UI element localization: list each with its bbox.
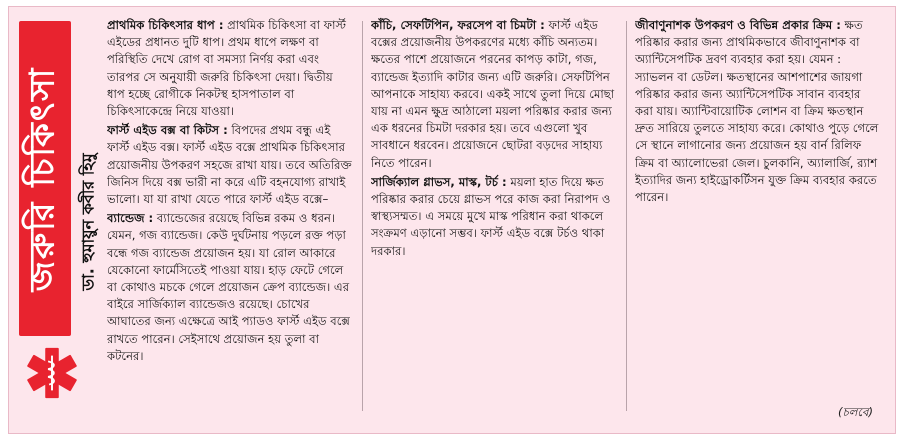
section-heading: ব্যান্ডেজ : xyxy=(107,211,154,226)
column-divider xyxy=(626,21,627,411)
column-1 xyxy=(107,17,353,415)
section-antiseptic-creams xyxy=(635,17,881,206)
article-panel xyxy=(8,6,896,434)
article-columns xyxy=(107,17,887,417)
column-divider xyxy=(362,21,363,411)
section-body: প্রাথমিক চিকিৎসা বা ফার্স্ট এইডের প্রধানত দুটি ধাপ। প্রথম ধাপে লক্ষণ বা পরিস্থিতি দেখে রোগ বা সমস্যা নির্ণয় করা এবং তারপর সে অনুযায়ী জরুরি চিকিৎসা দেয়া। দ্বিতীয় ধাপ হচ্ছে রোগীকে নিকটস্থ হাসপাতাল বা চিকিৎসাকেন্দ্রে নিয়ে যাওয়া। xyxy=(107,18,346,119)
continued-note: (চলবে) xyxy=(837,405,873,419)
section-body: ফার্স্ট এইড বক্সের প্রয়োজনীয় উপকরণের মধ্যে কাঁচি অন্যতম। ক্ষতের পাশে প্রয়োজনে পরনের কাপড় কাটা, গজ, ব্যান্ডেজ ইত্যাদি কাটার জন্য এটি জরুরি। সেফটিপিন আপনাকে সাহায্য করবে। একই সাথে তুলা দিয়ে মোছা যায় না এমন ক্ষুদ্র আঠালো ময়লা পরিষ্কার করার জন্য এক ধরনের চিমটা দরকার হয়। তবে এগুলো খুব সাবধানে ধরবেন। প্রয়োজনে ছোটরা বড়দের সাহায্য নিতে পারেন। xyxy=(371,18,615,170)
column-3 xyxy=(635,17,881,415)
section-first-aid-steps xyxy=(107,17,353,120)
section-heading: সার্জিক্যাল গ্লাভস, মাস্ক, টর্চ : xyxy=(371,174,507,189)
column-2 xyxy=(371,17,617,415)
section-heading: জীবাণুনাশক উপকরণ ও বিভিন্ন প্রকার ক্রিম : xyxy=(635,18,841,32)
section-bandage xyxy=(107,210,353,365)
red-star-of-life-icon xyxy=(23,344,81,402)
section-scissors-forceps xyxy=(371,17,617,172)
column-title: জরুরি চিকিৎসা xyxy=(22,66,63,292)
section-body: ময়লা হাত দিয়ে ক্ষত পরিষ্কার করার চেয়ে গ্লাভস পরে কাজ করা নিরাপদ ও স্বাস্থ্যসম্মত। এ সময়ে মুখে মাস্ক পরিধান করা থাকলে সংক্রমণ এড়ানো সম্ভব। ফার্স্ট এইড বক্সে টর্চও থাকা দরকার। xyxy=(371,174,611,258)
section-body: ব্যান্ডেজের রয়েছে বিভিন্ন রকম ও ধরন। যেমন, গজ ব্যান্ডেজ। কেউ দুর্ঘটনায় পড়লে রক্ত পড়া বন্ধে গজ ব্যান্ডেজ প্রয়োজন হয়। যা রোল আকারে যেকোনো ফার্মেসিতেই পাওয়া যায়। হাড় ফেটে গেলে বা কোথাও মচকে গেলে প্রয়োজন ক্রেপ ব্যান্ডেজ। এর বাইরে সার্জিক্যাল ব্যান্ডেজও রয়েছে। চোখের আঘাতের জন্য এক্ষেত্রে আই প্যাডও ফার্স্ট এইড বক্সে রাখতে পারেন। সেইসাথে প্রয়োজন হয় তুলা বা কটনের। xyxy=(107,211,350,363)
author-byline: ডা. হুমায়ুন কবীর হিমু xyxy=(78,153,98,291)
section-body: ক্ষত পরিষ্কার করার জন্য প্রাথমিকভাবে জীবাণুনাশক বা অ্যান্টিসেপটিক দ্রবণ ব্যবহার করা হয়। যেমন : স্যাভলন বা ডেটল। ক্ষতস্থানের আশপাশের জায়গা পরিষ্কার করার জন্য অ্যান্টিসেপটিক সাবান ব্যবহার করা যায়। অ্যান্টিবায়োটিক লোশন বা ক্রিম ক্ষতস্থান দ্রুত সারিয়ে তুলতে সাহায্য করে। কোথাও পুড়ে গেলে সে স্থানে লাগানোর জন্য প্রয়োজন হয় বার্ন রিলিফ ক্রিম বা অ্যালোভেরা জেল। চুলকানি, অ্যালার্জি, র‍্যাশ ইত্যাদির জন্য হাইড্রোকর্টিসন যুক্ত ক্রিম ব্যবহার করতে পারেন। xyxy=(635,18,879,205)
section-body: বিপদের প্রথম বন্ধু এই ফার্স্ট এইড বক্স। ফার্স্ট এইড বক্সে প্রাথমিক চিকিৎসার প্রয়োজনীয় উপকরণ সহজে রাখা যায়। তবে অতিরিক্ত জিনিস দিয়ে বক্স ভারী না করে এটি বহনযোগ্য রাখাই ভালো। যা যা রাখা যেতে পারে ফার্স্ট এইড বক্সে– xyxy=(107,123,352,207)
section-heading: কাঁচি, সেফটিপিন, ফরসেপ বা চিমটা : xyxy=(371,18,545,32)
section-gloves-mask-torch xyxy=(371,174,617,260)
section-heading: প্রাথমিক চিকিৎসার ধাপ : xyxy=(107,18,224,32)
section-first-aid-box xyxy=(107,122,353,208)
section-heading: ফার্স্ট এইড বক্স বা কিটস : xyxy=(107,123,228,138)
